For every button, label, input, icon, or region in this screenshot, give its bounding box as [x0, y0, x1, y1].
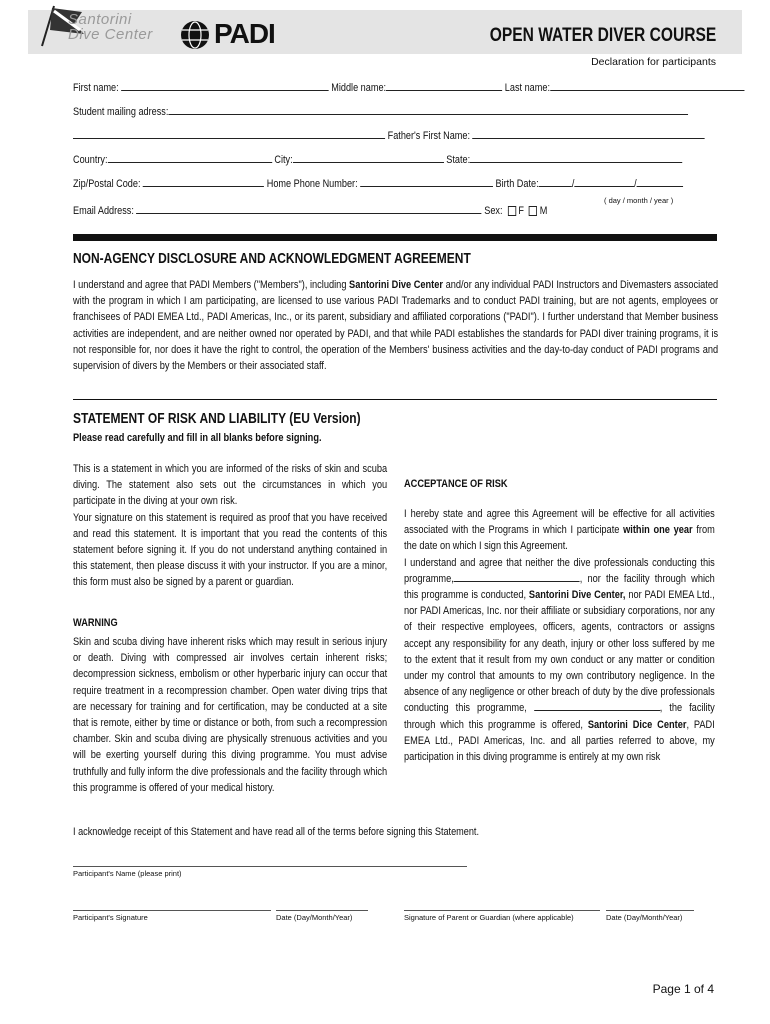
city-field[interactable] [293, 152, 444, 163]
page-title: OPEN WATER DIVER COURSE [489, 25, 716, 46]
participant-name-line[interactable] [73, 866, 467, 867]
middle-name-label: Middle name: [331, 82, 387, 94]
first-name-label: First name: [73, 82, 119, 94]
parent-signature-line[interactable] [404, 910, 600, 911]
participant-name-label: Participant's Name (please print) [73, 869, 182, 878]
parent-signature-label: Signature of Parent or Guardian (where applicable) [404, 913, 574, 922]
home-phone-label: Home Phone Number: [266, 178, 358, 190]
disclosure-text [73, 277, 770, 374]
fathers-name-label: Father's First Name: [387, 130, 471, 142]
section-divider [73, 234, 717, 241]
page-subtitle: Declaration for participants [591, 56, 716, 68]
sex-label: Sex: [484, 205, 503, 217]
first-name-field[interactable] [121, 80, 329, 91]
disclosure-member-name: Santorini Dive Center [349, 279, 444, 291]
birth-day-field[interactable] [539, 176, 572, 187]
zip-label: Zip/Postal Code: [73, 178, 141, 190]
name-row [73, 80, 744, 94]
left-column [73, 461, 443, 591]
acc-p2-e: , PADI EMEA Ltd., PADI Americas, Inc. and all parties referred to above, my participation in this diving programme is entirely at my own risk [404, 718, 715, 764]
logo-line2: Dive Center [68, 26, 153, 43]
acc-p1-bold: within one year [623, 524, 693, 537]
dive-professionals-field[interactable] [454, 572, 580, 582]
mailing-label: Student mailing adress: [73, 106, 169, 118]
warning-text: Skin and scuba diving have inherent risks which may result in serious injury or death. Diving with compressed air involves certain inherent risks; decompression sickness, embolism or other hyperbaric injury can occur that require treatment in a recompression chamber. Open water diving trips that are necessary for training and for certification, may be conducted at a site that is remote, either by time or distance or both, from such a recompression chamber. Skin and scuba diving are physically strenuous activities and you will be exerting yourself during this diving programme. You must advise truthfully and fully inform the dive professionals and the facility through which this programme is offered of your medical history. [73, 636, 388, 794]
state-label: State: [446, 154, 471, 166]
statement-heading: STATEMENT OF RISK AND LIABILITY (EU Version) [73, 410, 361, 427]
date1-line[interactable] [276, 910, 368, 911]
city-label: City: [274, 154, 293, 166]
dive-professionals-field-2[interactable] [534, 701, 660, 711]
date2-label: Date (Day/Month/Year) [606, 913, 683, 922]
warning-heading: WARNING [73, 617, 118, 629]
birth-date-label: Birth Date: [495, 178, 539, 190]
email-label: Email Address: [73, 205, 134, 217]
email-row [73, 203, 547, 217]
statement-instruction: Please read carefully and fill in all blanks before signing. [73, 432, 322, 444]
last-name-field[interactable] [550, 80, 744, 91]
participant-signature-label: Participant's Signature [73, 913, 148, 922]
acc-p2-b: , nor the facility through which this programme is conducted, [404, 572, 715, 602]
warning-column [73, 634, 443, 796]
sex-f-checkbox[interactable] [508, 206, 516, 216]
fathers-name-field[interactable] [473, 128, 705, 139]
state-field[interactable] [470, 152, 682, 163]
zip-field[interactable] [143, 176, 264, 187]
birth-month-field[interactable] [574, 176, 634, 187]
date2-line[interactable] [606, 910, 694, 911]
acceptance-heading: ACCEPTANCE OF RISK [404, 478, 508, 490]
sex-m-checkbox[interactable] [529, 206, 537, 216]
mailing-field[interactable] [168, 104, 688, 115]
sex-f-label: F [518, 205, 524, 217]
mailing-row [73, 104, 688, 118]
date-format-hint: ( day / month / year ) [604, 196, 674, 205]
acc-p2-c: nor PADI EMEA Ltd., nor PADI Americas, Inc. nor their affiliate or subsidiary corporations, nor any of their respective employees, officers, agents, contractors or assigns accept any responsibility for any death, injury or other loss suffered by me to the extent that it result from my own conduct or any matter or condition under my control that amounts to my own contributory negligence. In the absence of any negligence or other breach of duty by the dive professionals conducting this programme, [404, 589, 715, 715]
section-rule [73, 399, 717, 400]
middle-name-field[interactable] [386, 80, 502, 91]
acc-p2-d: , the facility through which this programme is offered, [404, 702, 715, 731]
padi-logo: PADI [214, 18, 275, 49]
page-number: Page 1 of 4 [652, 982, 714, 996]
logo-text [68, 12, 153, 42]
location-row [73, 152, 683, 166]
disclosure-heading: NON-AGENCY DISCLOSURE AND ACKNOWLEDGMENT AGREEMENT [73, 250, 471, 267]
mailing-field-2[interactable] [73, 128, 385, 139]
date1-label: Date (Day/Month/Year) [276, 913, 353, 922]
acc-p2-a: I understand and agree that neither the dive professionals conducting this programme, [404, 556, 715, 585]
email-field[interactable] [136, 203, 481, 214]
fathers-row [73, 128, 705, 142]
acc-p1-a: I hereby state and agree this Agreement will be effective for all activities associated with the Programs in which I participate [404, 508, 715, 537]
sex-m-label: M [539, 205, 548, 217]
acc-p1-b: from the date on which I sign this Agreement. [404, 524, 715, 553]
home-phone-field[interactable] [360, 176, 493, 187]
left-p1: This is a statement in which you are informed of the risks of skin and scuba diving. The statement also sets out the circumstances in which you participate in the diving at your own risk. [73, 463, 388, 508]
left-p2: Your signature on this statement is required as proof that you have received and read this statement. It is important that you read the contents of this statement before signing it. If you do not understand anything contained in this statement, then please discuss it with your instructor. If you are a minor, this form must also be signed by a parent or guardian. [73, 511, 388, 589]
birth-year-field[interactable] [637, 176, 683, 187]
acceptance-p2 [404, 555, 715, 766]
participant-signature-line[interactable] [73, 910, 271, 911]
disclosure-text-a: I understand and agree that PADI Members ("Members"), including [73, 279, 350, 291]
padi-globe-icon [180, 20, 210, 50]
zip-row: Zip/Postal Code: Home Phone Number: Birth Date: / / [73, 176, 683, 190]
acceptance-column [404, 506, 770, 765]
acc-p2-bold2: Santorini Dice Center [587, 718, 687, 731]
logo-line1: Santorini [68, 11, 132, 28]
acc-p2-bold: Santorini Dive Center, [528, 589, 626, 602]
acknowledge-text: I acknowledge receipt of this Statement and have read all of the terms before signing this Statement. [73, 826, 480, 838]
acceptance-p1 [404, 506, 715, 555]
country-label: Country: [73, 154, 108, 166]
last-name-label: Last name: [504, 82, 550, 94]
disclosure-text-b: and/or any individual PADI Instructors and Divemasters associated with the program in which I am participating, are licensed to use various PADI Trademarks and to conduct PADI training, but are not agents, employees or franchisees of PADI EMEA Ltd., PADI Americas, Inc., or its parent, subsidiary and affiliated corporations ("PADI"). I further understand that Member business activities are independent, and are neither owned nor operated by PADI, and that while PADI establishes the standards for PADI diver training programs, it is not responsible for, nor does it have the right to control, the operation of the Members' business activities and the day-to-day conduct of PADI programs and supervision of divers by the Members or their associated staff. [73, 279, 719, 373]
country-field[interactable] [108, 152, 272, 163]
